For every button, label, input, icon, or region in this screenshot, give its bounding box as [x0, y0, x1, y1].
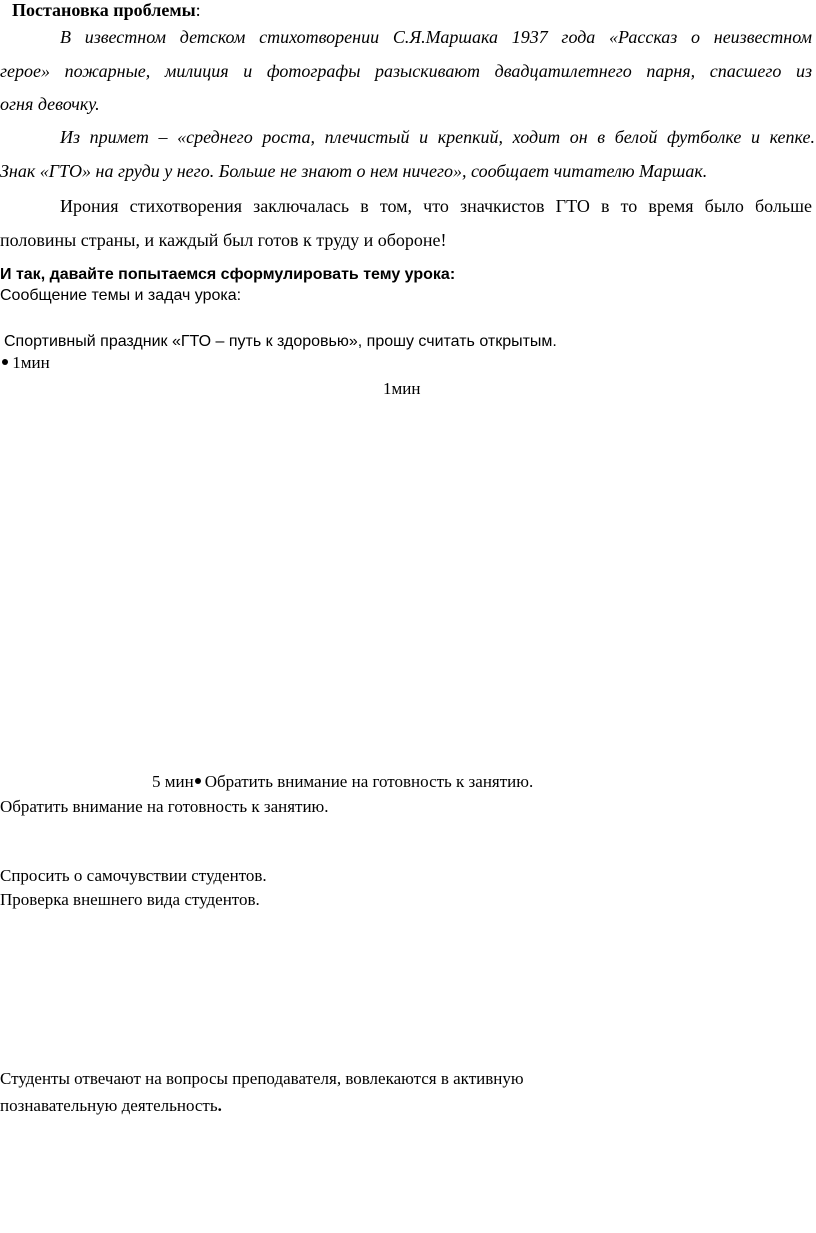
- time-center-label: 1мин: [383, 379, 421, 398]
- org-wellbeing: Спросить о самочувствии студентов.: [0, 866, 267, 885]
- bullet-icon: [195, 778, 201, 784]
- students-line2: [0, 1096, 222, 1116]
- topic-subheading: Сообщение темы и задач урока:: [0, 287, 242, 304]
- students-line2-text: познавательную деятельность: [0, 1096, 218, 1115]
- para3-line1: Ирония стихотворения заключалась в том, что значкистов ГТО в то время было больше: [60, 196, 812, 216]
- para1-line1: В известном детском стихотворении С.Я.Маршака 1937 года «Рассказ о неизвестном: [60, 27, 812, 47]
- para2-line2: Знак «ГТО» на груди у него. Больше не знают о нем ничего», сообщает читателю Маршак.: [0, 161, 708, 181]
- org-appearance: Проверка внешнего вида студентов.: [0, 890, 260, 909]
- para2-line1: Из примет – «среднего роста, плечистый и крепкий, ходит он в белой футболке и кепке.: [60, 127, 815, 147]
- problem-colon: :: [195, 0, 201, 20]
- problem-heading: [12, 0, 201, 21]
- para1-line2: герое» пожарные, милиция и фотографы разыскивают двадцатилетнего парня, спасшего из: [0, 61, 812, 81]
- para3-line2: половины страны, и каждый был готов к труду и обороне!: [0, 230, 447, 250]
- opening-statement: Спортивный праздник «ГТО – путь к здоровью», прошу считать открытым.: [4, 333, 557, 350]
- bullet-icon: [2, 359, 8, 365]
- para1-line3: огня девочку.: [0, 94, 100, 114]
- org-repeat-text: Обратить внимание на готовность к занятию.: [0, 797, 329, 816]
- time-bullet-label: 1мин: [12, 353, 50, 372]
- org-bullet-text: Обратить внимание на готовность к занятию.: [204, 772, 534, 791]
- students-line1: Студенты отвечают на вопросы преподавателя, вовлекаются в активную: [0, 1069, 524, 1088]
- org-time-row: [152, 772, 533, 792]
- students-period: .: [217, 1096, 222, 1115]
- time-bullet-row: [2, 353, 50, 373]
- org-time-label: 5 мин: [152, 772, 194, 791]
- topic-heading: И так, давайте попытаемся сформулировать тему урока:: [0, 266, 456, 283]
- problem-title: Постановка проблемы: [12, 0, 196, 20]
